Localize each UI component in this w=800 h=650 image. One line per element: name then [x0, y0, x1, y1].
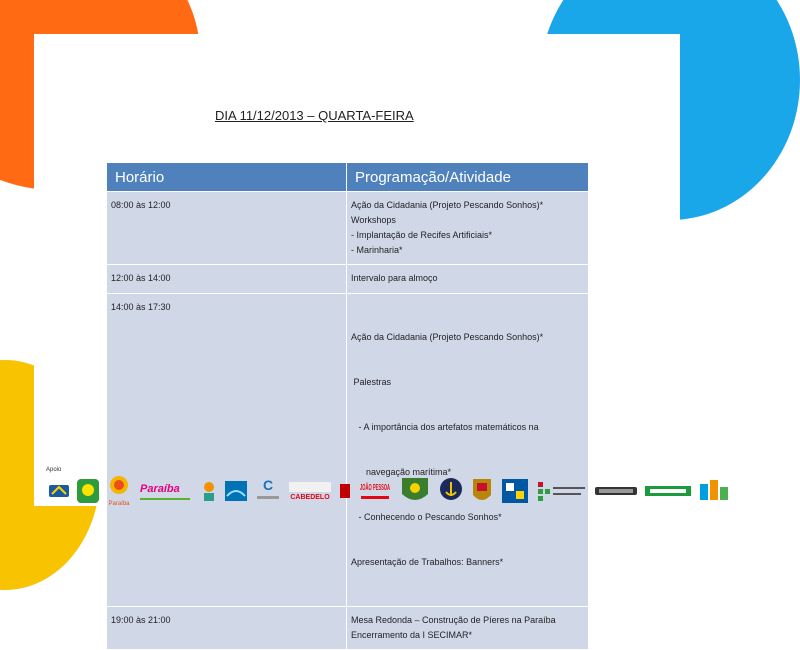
activity-line: navegação marítima*: [351, 467, 452, 477]
activity-line: Mesa Redonda – Construção de Píeres na Paraíba: [351, 615, 556, 625]
sponsor-logo-12: [438, 475, 464, 507]
apoio-label: Apoio: [46, 467, 62, 473]
svg-text:Paraíba: Paraíba: [140, 483, 180, 495]
activity-line: Workshops: [351, 215, 396, 225]
activity-line: - A importância dos artefatos matemáticos na: [351, 422, 539, 432]
activity-line: - Implantação de Recifes Artificiais*: [351, 230, 493, 240]
schedule-table: [106, 162, 589, 650]
table-row: [107, 265, 589, 294]
sponsor-logo-11: [398, 474, 432, 508]
activity-line: Encerramento da I SECIMAR*: [351, 630, 473, 640]
activity-cell: [347, 294, 589, 607]
slide-title: DIA 11/12/2013 – QUARTA-FEIRA: [215, 108, 414, 123]
time-cell: 14:00 às 17:30: [107, 294, 347, 607]
svg-text:Paraíba: Paraíba: [108, 501, 130, 507]
sponsor-logo-16: [594, 484, 638, 498]
sponsor-logo-17: [644, 484, 692, 498]
sponsor-logo-9: [338, 481, 352, 501]
time-cell: 08:00 às 12:00: [107, 192, 347, 265]
activity-line: - Conhecendo o Pescando Sonhos*: [351, 512, 502, 522]
activity-cell: [347, 192, 589, 265]
activity-line: Ação da Cidadania (Projeto Pescando Sonhos)*: [351, 332, 544, 342]
sponsor-logo-4: [138, 476, 194, 506]
sponsor-logo-18: [698, 478, 734, 504]
svg-text:JOÃO PESSOA: JOÃO PESSOA: [360, 483, 391, 492]
activity-line: - Marinharia*: [351, 245, 403, 255]
activity-cell: [347, 265, 589, 294]
table-row: [107, 192, 589, 265]
sponsor-logo-3: [106, 474, 132, 508]
sponsor-logos: [48, 472, 688, 510]
sponsor-logo-13: [470, 475, 494, 507]
header-programacao: Programação/Atividade: [347, 163, 589, 192]
sponsor-logo-6: [224, 480, 248, 502]
sponsor-logo-14: [500, 477, 530, 505]
sponsor-logo-1: [48, 482, 70, 500]
activity-line: Apresentação de Trabalhos: Banners*: [351, 557, 504, 567]
time-cell: 12:00 às 14:00: [107, 265, 347, 294]
table-row: [107, 607, 589, 650]
sponsor-logo-15: [536, 480, 588, 502]
sponsor-logo-8: [288, 479, 332, 503]
svg-text:CABEDELO: CABEDELO: [290, 494, 330, 501]
sponsor-logo-2: [76, 477, 100, 505]
sponsor-logo-5: [200, 479, 218, 503]
activity-line: Ação da Cidadania (Projeto Pescando Sonhos)*: [351, 200, 544, 210]
table-header-row: [107, 163, 589, 192]
sponsor-logo-10: [358, 478, 392, 504]
header-horario: Horário: [107, 163, 347, 192]
activity-line: Palestras: [351, 377, 392, 387]
time-cell: 19:00 às 21:00: [107, 607, 347, 650]
sponsor-logo-7: [254, 476, 282, 506]
table-row: [107, 294, 589, 607]
activity-cell: [347, 607, 589, 650]
activity-line: Intervalo para almoço: [351, 273, 438, 283]
svg-text:C: C: [262, 477, 274, 493]
